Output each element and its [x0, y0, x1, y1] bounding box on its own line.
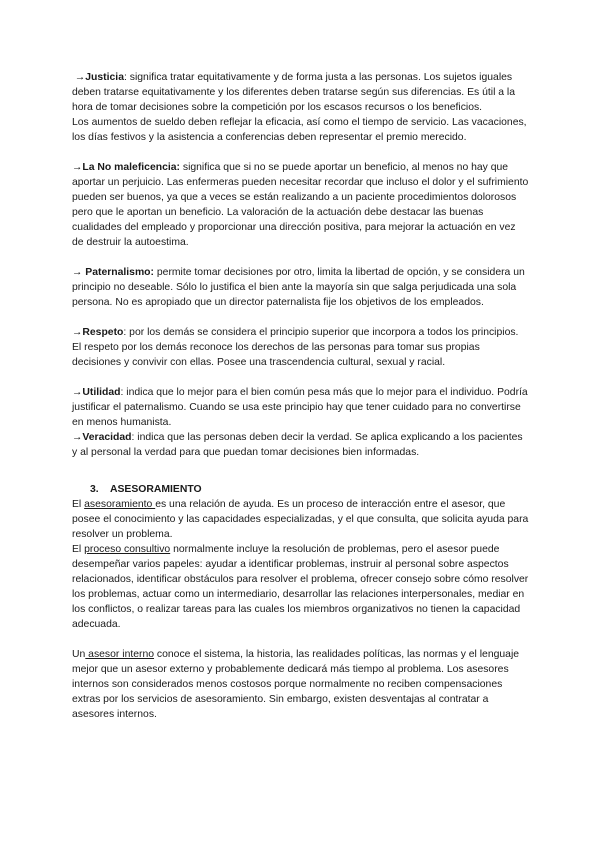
text-proceso-consultivo: normalmente incluye la resolución de problemas, pero el asesor puede desempeñar varios papeles: ayudar a identificar problemas, instruir al personal sobre aspectos relacionados, identificar obstáculos para resolver el problema, ofrecer consejo sobre cómo resolver los problemas, actuar como un intermediario, desarrollar las relaciones interpersonales, mediar en los conflictos, o realizar tareas para las cuales los miembros organizativos no tienen la capacidad adecuada. — [72, 544, 529, 630]
term-utilidad: →Utilidad — [72, 387, 121, 398]
term-justicia: →Justicia — [74, 72, 124, 83]
document-body — [72, 70, 530, 722]
paragraph-proceso-consultivo — [72, 542, 530, 632]
paragraph-no-maleficencia — [72, 160, 530, 250]
p1-prefix: El — [72, 499, 85, 510]
text-utilidad: : indica que lo mejor para el bien común pesa más que lo mejor para el individuo. Podría justificar el paternalismo. Cuando se usa este principio hay que tener cuidado para no convertirse en menos humanista. — [72, 387, 528, 428]
paragraph-veracidad — [72, 430, 530, 460]
paragraph-asesoramiento — [72, 497, 530, 542]
p2-prefix: El — [72, 544, 85, 555]
paragraph-paternalismo — [72, 265, 530, 310]
section-number: 3. — [90, 484, 99, 495]
section-heading — [72, 482, 530, 497]
paragraph-respeto — [72, 325, 530, 370]
text-asesoramiento: es una relación de ayuda. Es un proceso de interacción entre el asesor, que posee el conocimiento y las capacidades especializadas, y el que consulta, que solicita ayuda para resolver un problema. — [72, 499, 529, 540]
text-veracidad: : indica que las personas deben decir la verdad. Se aplica explicando a los pacientes y al personal la verdad para que puedan tomar decisiones bien informadas. — [72, 432, 523, 458]
term-proceso-consultivo: proceso consultivo — [84, 544, 171, 555]
term-no-maleficencia: →La No maleficencia: — [72, 162, 180, 173]
p3-prefix: Un — [72, 649, 86, 660]
paragraph-utilidad — [72, 385, 530, 430]
term-asesoramiento: asesoramiento — [84, 499, 156, 510]
section-title: ASESORAMIENTO — [110, 484, 202, 495]
paragraph-asesor-interno — [72, 647, 530, 722]
text-paternalismo: permite tomar decisiones por otro, limita la libertad de opción, y se considera un principio no deseable. Sólo lo justifica el bien ante la mayoría sin que salga perjudicada una sola persona. No es apropiado que un director paternalista fije los objetivos de los empleados. — [72, 267, 525, 308]
text-justicia: : significa tratar equitativamente y de forma justa a las personas. Los sujetos iguales deben tratarse equitativamente y los diferentes deben tratarse según sus diferencias. Es útil a la hora de tomar decisiones sobre la competición por los escasos recursos o los beneficios. — [72, 72, 516, 113]
term-paternalismo: → Paternalismo: — [72, 267, 154, 278]
paragraph-justicia-2: Los aumentos de sueldo deben reflejar la eficacia, así como el tiempo de servicio. Las vacaciones, los días festivos y la asistencia a conferencias deben representar el premio merecido. — [72, 117, 527, 143]
text-respeto: : por los demás se considera el principio superior que incorpora a todos los principios. El respeto por los demás reconoce los derechos de las personas para tomar sus propias decisiones y convivir con ellas. Posee una trascendencia cultural, sexual y racial. — [72, 327, 519, 368]
text-asesor-interno: conoce el sistema, la historia, las realidades políticas, las normas y el lenguaje mejor que un asesor externo y probablemente dedicará más tiempo al problema. Los asesores internos son considerados menos costosos porque normalmente no reciben compensaciones extras por los servicios de asesoramiento. Sin embargo, existen desventajas al contratar a asesores internos. — [72, 649, 520, 720]
term-respeto: →Respeto — [72, 327, 124, 338]
text-no-maleficencia: significa que si no se puede aportar un beneficio, al menos no hay que aportar un perjuicio. Las enfermeras pueden necesitar recordar que incluso el dolor y el sufrimiento pueden ser buenos, ya que a veces se están realizando a un paciente procedimientos dolorosos pero que le aportan un beneficio. La valoración de la actuación debe destacar las buenas cualidades del empleado y proporcionar una dirección positiva, para mejorar la actuación en vez de destruir la autoestima. — [72, 162, 529, 248]
paragraph-justicia — [72, 70, 530, 115]
term-asesor-interno: asesor interno — [85, 649, 155, 660]
term-veracidad: →Veracidad — [72, 432, 132, 443]
